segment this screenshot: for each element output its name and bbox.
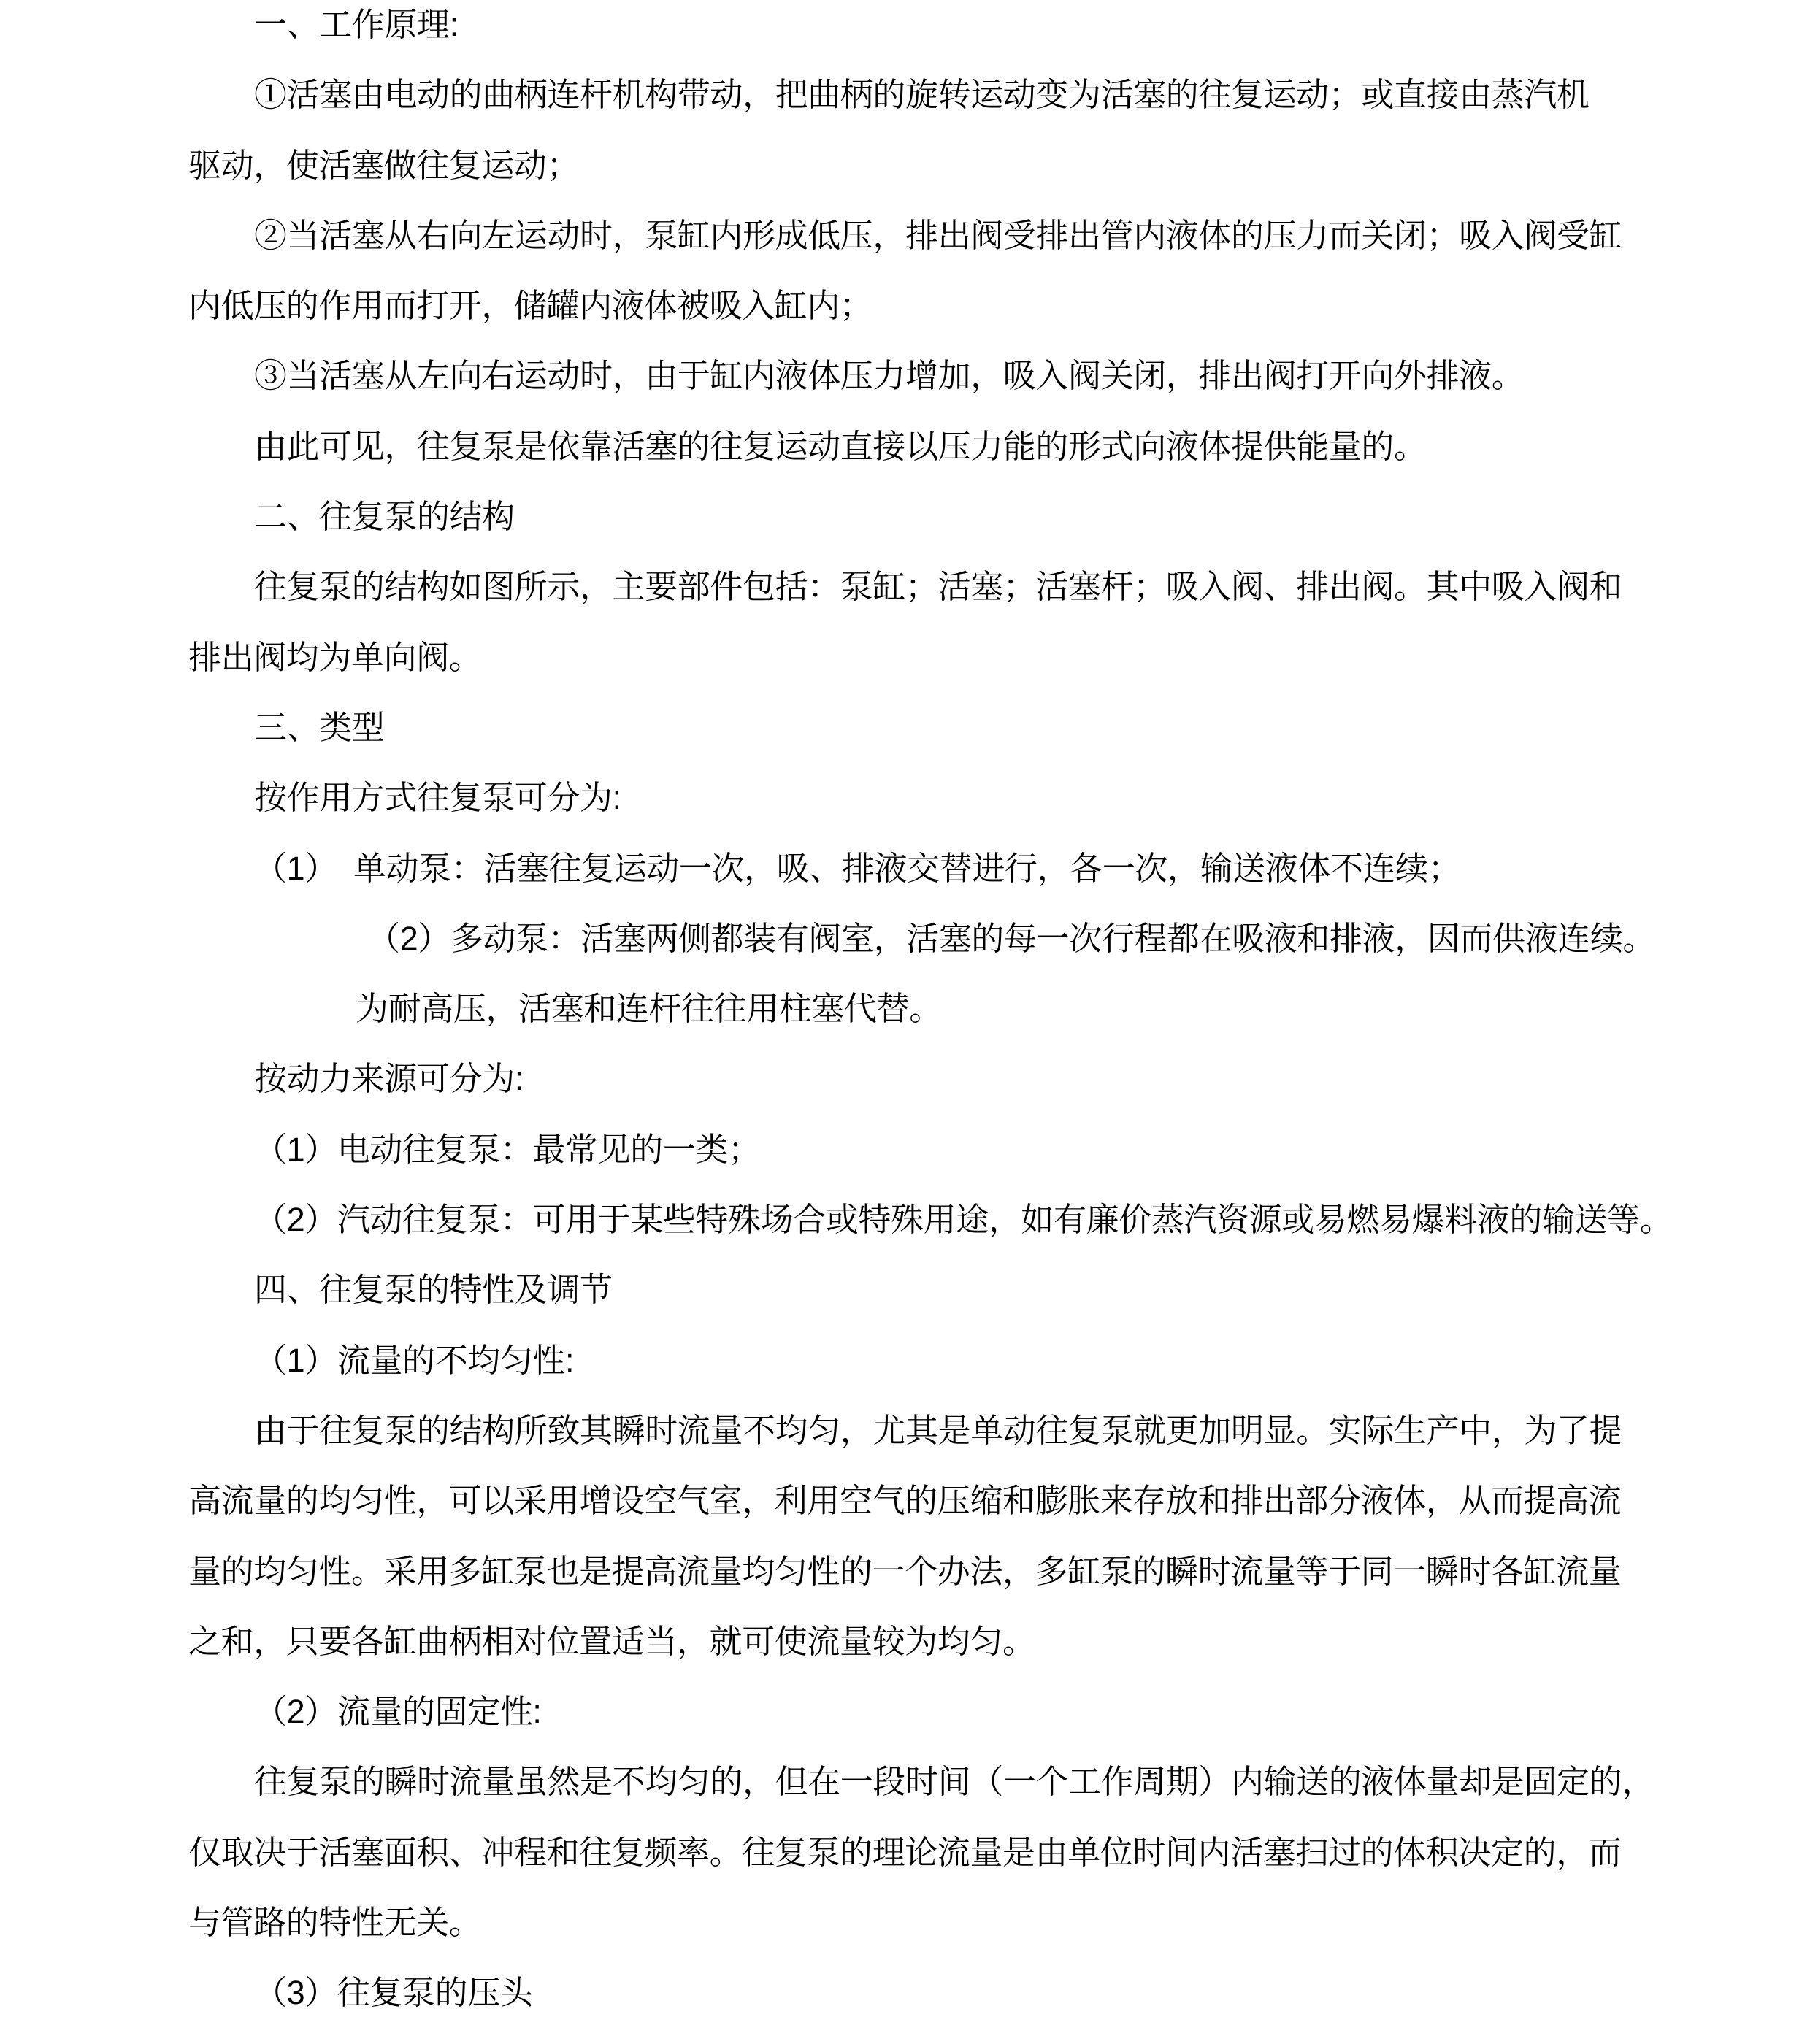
text-line: （1）流量的不均匀性: xyxy=(254,1341,575,1379)
text-line: ②当活塞从右向左运动时，泵缸内形成低压，排出阀受排出管内液体的压力而关闭；吸入阀受缸 xyxy=(254,216,1622,254)
heading-line: 二、往复泵的结构 xyxy=(254,498,515,536)
text-line: （1） 单动泵：活塞往复运动一次，吸、排液交替进行，各一次，输送液体不连续； xyxy=(254,849,1461,887)
text-line: （2）多动泵：活塞两侧都装有阀室，活塞的每一次行程都在吸液和排液，因而供液连续。 xyxy=(367,919,1656,957)
text-line: （1）电动往复泵：最常见的一类； xyxy=(254,1130,761,1168)
document-text xyxy=(188,0,1722,2029)
text-line: 仅取决于活塞面积、冲程和往复频率。往复泵的理论流量是由单位时间内活塞扫过的体积决定的，而 xyxy=(188,1833,1622,1871)
text-line: 量的均匀性。采用多缸泵也是提高流量均匀性的一个办法，多缸泵的瞬时流量等于同一瞬时各缸流量 xyxy=(188,1552,1622,1590)
heading-line: 四、往复泵的特性及调节 xyxy=(254,1271,613,1309)
text-line: 之和，只要各缸曲柄相对位置适当，就可使流量较为均匀。 xyxy=(188,1622,1035,1660)
heading-line: 一、工作原理: xyxy=(254,6,459,43)
text-line: 驱动，使活塞做往复运动； xyxy=(188,146,580,184)
text-line: （3）往复泵的压头 xyxy=(254,1974,533,2012)
text-line: 按动力来源可分为: xyxy=(254,1060,524,1098)
text-line: 为耐高压，活塞和连杆往往用柱塞代替。 xyxy=(356,990,942,1028)
heading-line: 三、类型 xyxy=(254,708,385,746)
text-line: 排出阀均为单向阀。 xyxy=(188,638,482,676)
text-line: ①活塞由电动的曲柄连杆机构带动，把曲柄的旋转运动变为活塞的往复运动；或直接由蒸汽机 xyxy=(254,76,1589,114)
text-line: （2）汽动往复泵：可用于某些特殊场合或特殊用途，如有廉价蒸汽资源或易燃易爆料液的输送等。 xyxy=(254,1201,1673,1239)
text-line: 往复泵的瞬时流量虽然是不均匀的，但在一段时间（一个工作周期）内输送的液体量却是固定的， xyxy=(254,1763,1654,1801)
text-line: 与管路的特性无关。 xyxy=(188,1904,482,1942)
text-line: 高流量的均匀性，可以采用增设空气室，利用空气的压缩和膨胀来存放和排出部分液体，从而提高流 xyxy=(188,1482,1622,1520)
text-line: 按作用方式往复泵可分为: xyxy=(254,779,621,817)
text-line: 由此可见，往复泵是依靠活塞的往复运动直接以压力能的形式向液体提供能量的。 xyxy=(254,427,1427,465)
text-line: （2）流量的固定性: xyxy=(254,1693,542,1731)
text-line: 由于往复泵的结构所致其瞬时流量不均匀，尤其是单动往复泵就更加明显。实际生产中，为了提 xyxy=(254,1411,1622,1449)
text-line: 往复泵的结构如图所示，主要部件包括：泵缸；活塞；活塞杆；吸入阀、排出阀。其中吸入阀和 xyxy=(254,568,1622,606)
text-line: ③当活塞从左向右运动时，由于缸内液体压力增加，吸入阀关闭，排出阀打开向外排液。 xyxy=(254,357,1525,395)
text-line: 内低压的作用而打开，储罐内液体被吸入缸内； xyxy=(188,287,873,325)
